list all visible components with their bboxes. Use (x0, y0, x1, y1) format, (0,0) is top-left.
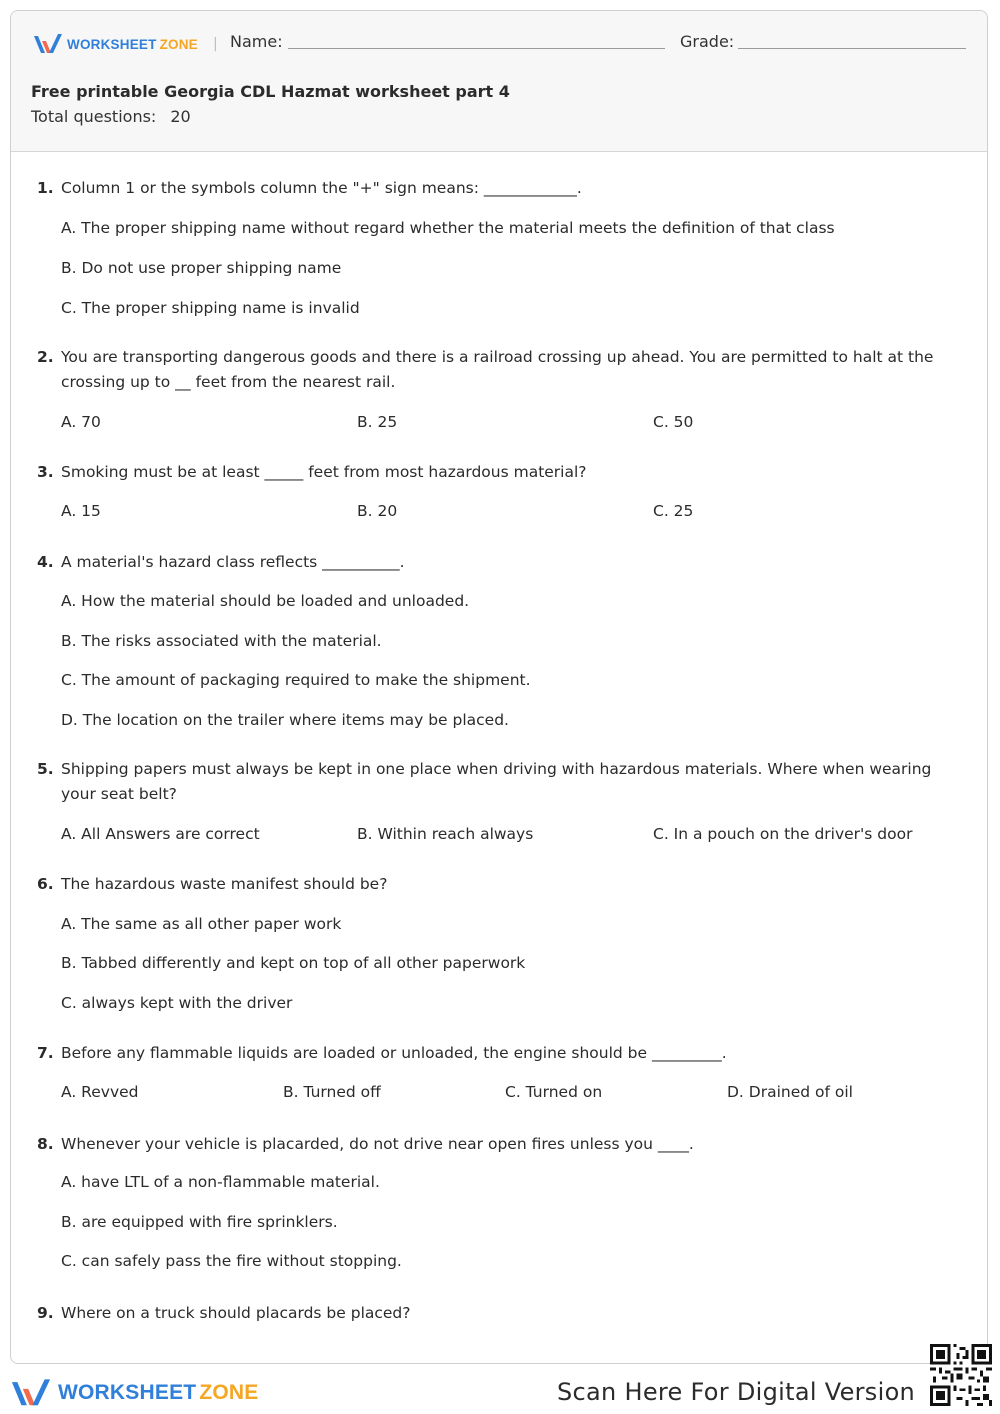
footer-brand-logo[interactable] (10, 1378, 258, 1408)
question-text: Shipping papers must always be kept in one place when driving with hazardous materials. Where when wearing your seat belt? (61, 760, 932, 803)
option-3c[interactable]: C. 25 (653, 502, 694, 520)
option-4c[interactable]: C. The amount of packaging required to make the shipment. (61, 671, 531, 689)
name-label: Name: (230, 32, 283, 51)
option-1b[interactable]: B. Do not use proper shipping name (61, 259, 342, 277)
worksheetzone-w-logo-icon (33, 33, 63, 55)
option-2a[interactable]: A. 70 (61, 413, 101, 431)
option-7d[interactable]: D. Drained of oil (727, 1083, 853, 1101)
option-8a[interactable]: A. have LTL of a non-flammable material. (61, 1173, 380, 1191)
option-5b[interactable]: B. Within reach always (357, 825, 534, 843)
total-questions (31, 107, 191, 126)
total-value: 20 (170, 107, 191, 126)
option-3a[interactable]: A. 15 (61, 502, 101, 520)
option-5c[interactable]: C. In a pouch on the driver's door (653, 825, 913, 843)
option-2b[interactable]: B. 25 (357, 413, 398, 431)
option-4a[interactable]: A. How the material should be loaded and unloaded. (61, 592, 470, 610)
option-6c[interactable]: C. always kept with the driver (61, 994, 293, 1012)
grade-label: Grade: (680, 32, 735, 51)
total-label: Total questions: (31, 107, 157, 126)
question-text: A material's hazard class reflects __________. (61, 553, 405, 571)
question-text: Column 1 or the symbols column the "+" sign means: ____________. (61, 179, 582, 197)
option-4d[interactable]: D. The location on the trailer where items may be placed. (61, 711, 509, 729)
question-text: Smoking must be at least _____ feet from most hazardous material? (61, 463, 587, 481)
question-number: 1. (37, 179, 54, 197)
question-number: 6. (37, 875, 54, 893)
question-number: 5. (37, 760, 54, 778)
question-number: 2. (37, 348, 54, 366)
option-8b[interactable]: B. are equipped with fire sprinklers. (61, 1213, 338, 1231)
question-text: Where on a truck should placards be placed? (61, 1304, 411, 1322)
question-text: The hazardous waste manifest should be? (61, 875, 388, 893)
option-7c[interactable]: C. Turned on (505, 1083, 603, 1101)
question-number: 8. (37, 1135, 54, 1153)
option-5a[interactable]: A. All Answers are correct (61, 825, 260, 843)
question-text: You are transporting dangerous goods and there is a railroad crossing up ahead. You are permitted to halt at the crossing up to __ feet from the nearest rail. (61, 348, 934, 391)
qr-code-icon[interactable] (930, 1344, 992, 1406)
option-6b[interactable]: B. Tabbed differently and kept on top of all other paperwork (61, 954, 526, 972)
worksheet-title: Free printable Georgia CDL Hazmat worksheet part 4 (31, 82, 510, 101)
question-text: Whenever your vehicle is placarded, do not drive near open fires unless you ____. (61, 1135, 694, 1153)
worksheet-sheet (10, 10, 988, 1364)
question-number: 3. (37, 463, 54, 481)
scan-text: Scan Here For Digital Version (557, 1378, 916, 1406)
brand-name: WORKSHEET ZONE (67, 36, 198, 52)
worksheet-header (11, 11, 987, 152)
option-6a[interactable]: A. The same as all other paper work (61, 915, 342, 933)
name-field[interactable] (288, 48, 665, 49)
option-7b[interactable]: B. Turned off (283, 1083, 381, 1101)
option-4b[interactable]: B. The risks associated with the material. (61, 632, 382, 650)
question-number: 7. (37, 1044, 54, 1062)
grade-field[interactable] (738, 48, 966, 49)
footer-brand-name: WORKSHEET ZONE (58, 1381, 259, 1404)
option-1a[interactable]: A. The proper shipping name without regard whether the material meets the definition of that class (61, 219, 835, 237)
brand-logo[interactable] (33, 33, 198, 55)
question-number: 4. (37, 553, 54, 571)
worksheetzone-w-logo-icon (10, 1378, 52, 1408)
option-8c[interactable]: C. can safely pass the fire without stopping. (61, 1252, 402, 1270)
option-7a[interactable]: A. Revved (61, 1083, 139, 1101)
header-divider: | (213, 36, 218, 52)
question-text: Before any flammable liquids are loaded or unloaded, the engine should be _________. (61, 1044, 727, 1062)
option-3b[interactable]: B. 20 (357, 502, 398, 520)
option-2c[interactable]: C. 50 (653, 413, 694, 431)
question-number: 9. (37, 1304, 54, 1322)
option-1c[interactable]: C. The proper shipping name is invalid (61, 299, 360, 317)
